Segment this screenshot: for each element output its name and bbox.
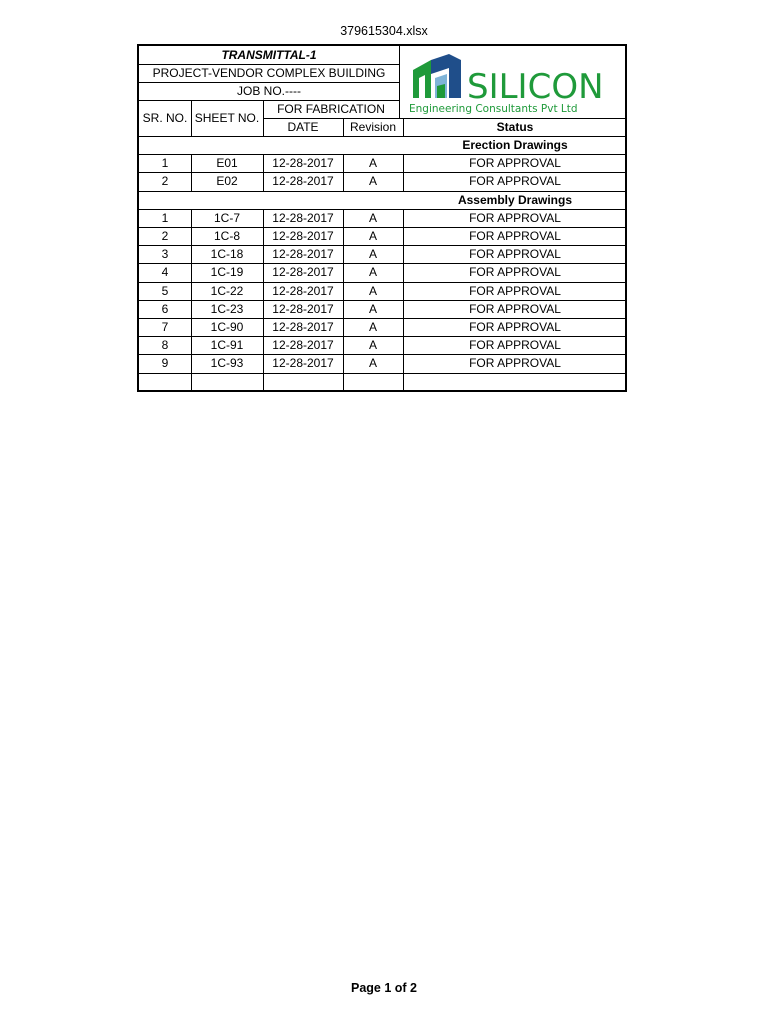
date-cell: 12-28-2017 bbox=[272, 338, 334, 353]
status-cell: FOR APPROVAL bbox=[469, 320, 561, 335]
sr-no-cell: 1 bbox=[161, 156, 169, 171]
revision-cell: A bbox=[368, 247, 377, 262]
date-cell: 12-28-2017 bbox=[272, 301, 334, 316]
col-header-sheet-no: SHEET NO. bbox=[194, 111, 260, 125]
col-header-status: Status bbox=[496, 120, 534, 134]
revision-cell: A bbox=[368, 156, 377, 171]
status-cell: FOR APPROVAL bbox=[469, 301, 561, 316]
status-cell: FOR APPROVAL bbox=[469, 210, 561, 225]
sr-no-cell: 8 bbox=[161, 338, 169, 353]
transmittal-table bbox=[137, 44, 627, 392]
job-number: JOB NO.---- bbox=[237, 84, 301, 98]
col-header-sr-no: SR. NO. bbox=[142, 111, 188, 125]
status-cell: FOR APPROVAL bbox=[469, 283, 561, 298]
revision-cell: A bbox=[368, 283, 377, 298]
sheet-no-cell: E01 bbox=[216, 156, 238, 171]
sr-no-cell: 9 bbox=[161, 356, 169, 371]
status-cell: FOR APPROVAL bbox=[469, 156, 561, 171]
date-cell: 12-28-2017 bbox=[272, 156, 334, 171]
revision-cell: A bbox=[368, 338, 377, 353]
status-cell: FOR APPROVAL bbox=[469, 265, 561, 280]
file-name: 379615304.xlsx bbox=[340, 24, 428, 38]
date-cell: 12-28-2017 bbox=[272, 265, 334, 280]
sr-no-cell: 5 bbox=[161, 283, 169, 298]
sr-no-cell: 7 bbox=[161, 320, 169, 335]
revision-cell: A bbox=[368, 229, 377, 244]
col-header-revision: Revision bbox=[349, 120, 397, 134]
for-fabrication-label: FOR FABRICATION bbox=[277, 102, 385, 116]
date-cell: 12-28-2017 bbox=[272, 247, 334, 262]
sr-no-cell: 6 bbox=[161, 301, 169, 316]
revision-cell: A bbox=[368, 210, 377, 225]
date-cell: 12-28-2017 bbox=[272, 210, 334, 225]
sheet-no-cell: 1C-90 bbox=[210, 320, 244, 335]
date-cell: 12-28-2017 bbox=[272, 320, 334, 335]
sheet-no-cell: 1C-22 bbox=[210, 283, 244, 298]
sheet-no-cell: 1C-8 bbox=[213, 229, 240, 244]
status-cell: FOR APPROVAL bbox=[469, 338, 561, 353]
date-cell: 12-28-2017 bbox=[272, 356, 334, 371]
revision-cell: A bbox=[368, 174, 377, 189]
sheet-no-cell: E02 bbox=[216, 174, 238, 189]
page-number: Page 1 of 2 bbox=[351, 981, 417, 995]
revision-cell: A bbox=[368, 265, 377, 280]
section-title: Assembly Drawings bbox=[457, 192, 573, 207]
logo-wordmark: SILICON bbox=[467, 67, 604, 107]
sheet-no-cell: 1C-18 bbox=[210, 247, 244, 262]
company-logo bbox=[401, 48, 617, 116]
status-cell: FOR APPROVAL bbox=[469, 229, 561, 244]
date-cell: 12-28-2017 bbox=[272, 283, 334, 298]
status-cell: FOR APPROVAL bbox=[469, 174, 561, 189]
sr-no-cell: 4 bbox=[161, 265, 169, 280]
sheet-no-cell: 1C-23 bbox=[210, 301, 244, 316]
revision-cell: A bbox=[368, 320, 377, 335]
project-name: PROJECT-VENDOR COMPLEX BUILDING bbox=[152, 66, 386, 80]
sheet-no-cell: 1C-19 bbox=[210, 265, 244, 280]
sr-no-cell: 2 bbox=[161, 174, 169, 189]
date-cell: 12-28-2017 bbox=[272, 174, 334, 189]
sr-no-cell: 1 bbox=[161, 210, 169, 225]
sr-no-cell: 3 bbox=[161, 247, 169, 262]
status-cell: FOR APPROVAL bbox=[469, 356, 561, 371]
date-cell: 12-28-2017 bbox=[272, 229, 334, 244]
col-header-date: DATE bbox=[287, 120, 319, 134]
sheet-no-cell: 1C-93 bbox=[210, 356, 244, 371]
sheet-no-cell: 1C-7 bbox=[213, 210, 240, 225]
revision-cell: A bbox=[368, 301, 377, 316]
transmittal-title: TRANSMITTAL-1 bbox=[221, 48, 317, 62]
section-title: Erection Drawings bbox=[462, 138, 568, 153]
sheet-no-cell: 1C-91 bbox=[210, 338, 244, 353]
silicon-logo-icon bbox=[401, 48, 617, 116]
revision-cell: A bbox=[368, 356, 377, 371]
logo-tagline: Engineering Consultants Pvt Ltd bbox=[409, 103, 578, 115]
sr-no-cell: 2 bbox=[161, 229, 169, 244]
status-cell: FOR APPROVAL bbox=[469, 247, 561, 262]
